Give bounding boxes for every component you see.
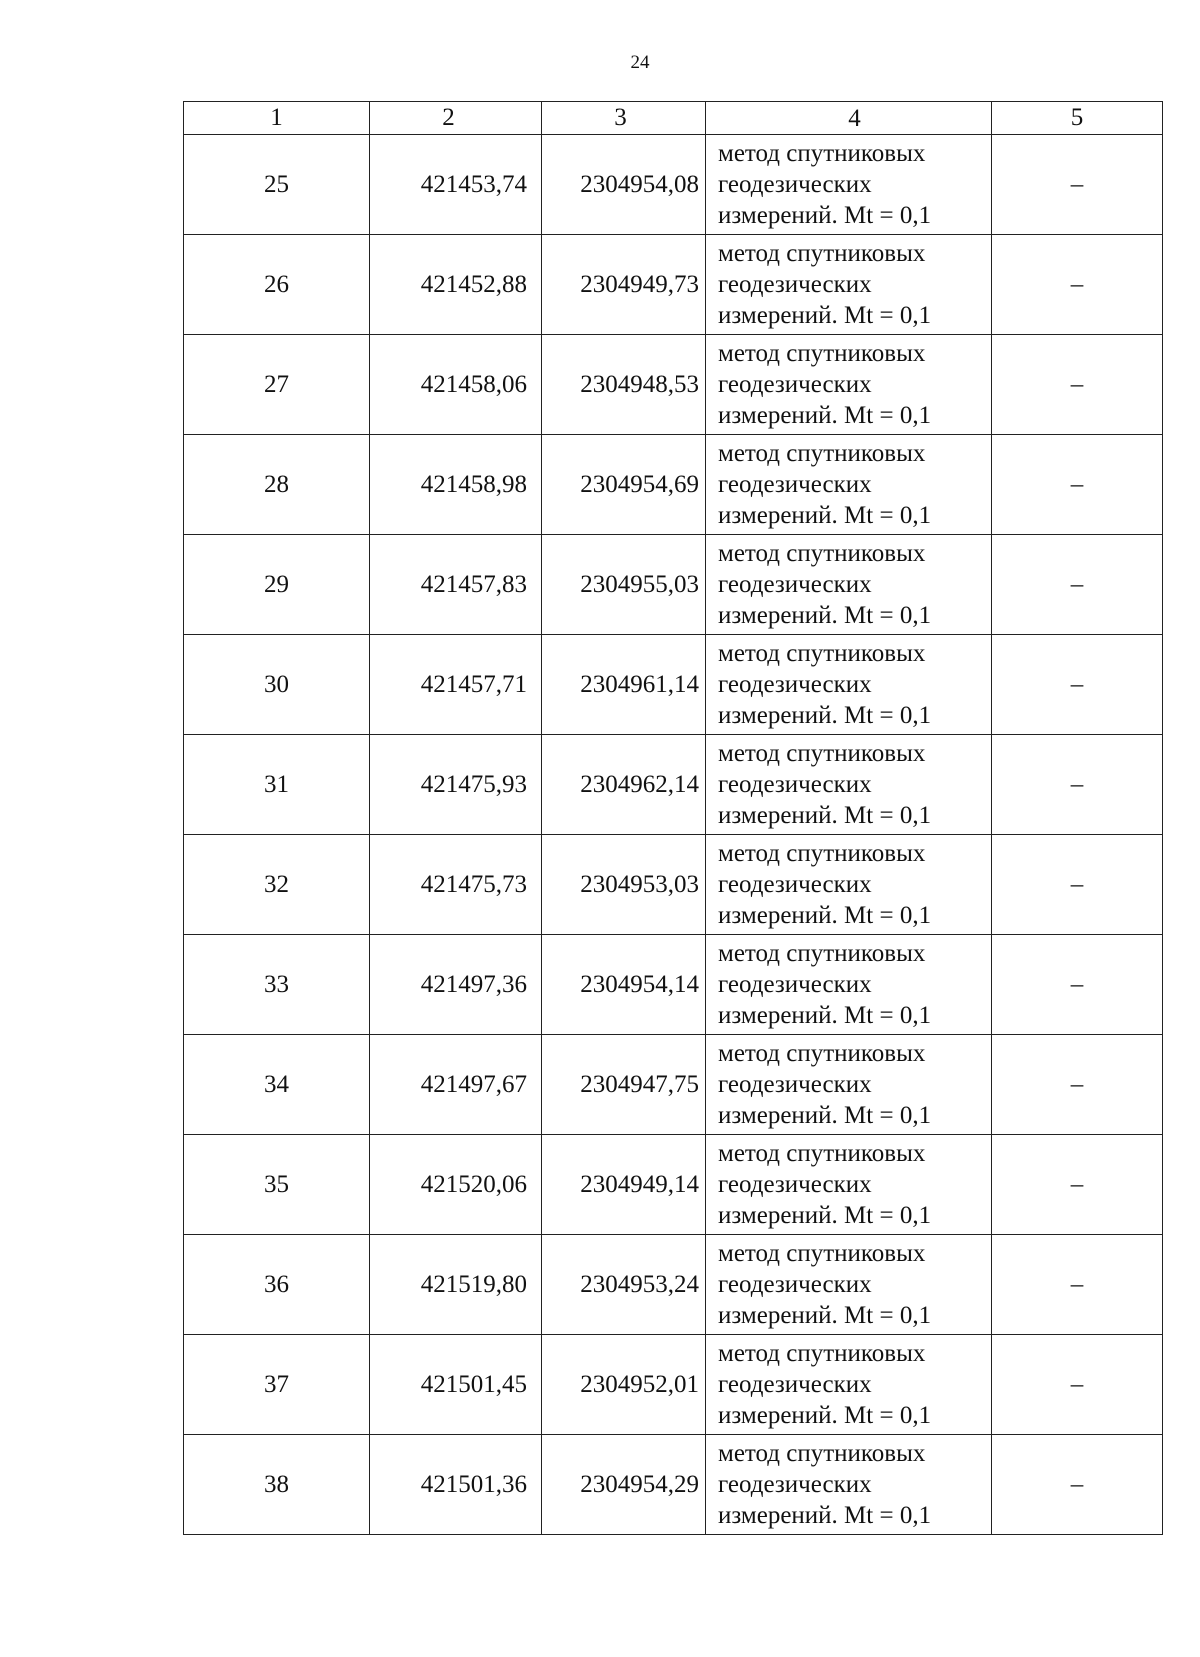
y-coordinate-cell: 2304954,08 <box>542 135 706 235</box>
page-number: 24 <box>630 52 650 73</box>
y-coordinate-cell: 2304953,03 <box>542 835 706 935</box>
note-cell: – <box>992 835 1163 935</box>
table-body <box>184 135 1163 1535</box>
x-coordinate-cell: 421519,80 <box>370 1235 542 1335</box>
method-text-line: геодезических <box>718 671 872 698</box>
x-coordinate-cell: 421458,98 <box>370 435 542 535</box>
note-cell: – <box>992 735 1163 835</box>
note-cell: – <box>992 335 1163 435</box>
method-text-line: метод спутниковых <box>718 440 926 467</box>
method-cell <box>706 535 992 635</box>
method-text-line: геодезических <box>718 871 872 898</box>
x-coordinate-cell: 421497,67 <box>370 1035 542 1135</box>
method-cell <box>706 1035 992 1135</box>
method-text-line: измерений. Mt = 0,1 <box>718 1102 932 1129</box>
note-cell: – <box>992 1135 1163 1235</box>
table-row <box>184 235 1163 335</box>
point-number-cell: 27 <box>184 335 370 435</box>
method-cell <box>706 835 992 935</box>
point-number-cell: 30 <box>184 635 370 735</box>
method-text-line: геодезических <box>718 271 872 298</box>
y-coordinate-cell: 2304962,14 <box>542 735 706 835</box>
x-coordinate-cell: 421501,36 <box>370 1435 542 1535</box>
method-text-line: геодезических <box>718 571 872 598</box>
y-coordinate-cell: 2304954,29 <box>542 1435 706 1535</box>
coordinates-table <box>183 101 1163 1535</box>
column-header-2: 2 <box>370 102 542 135</box>
note-cell: – <box>992 1235 1163 1335</box>
method-text-line: метод спутниковых <box>718 340 926 367</box>
method-text-line: геодезических <box>718 1371 872 1398</box>
x-coordinate-cell: 421457,71 <box>370 635 542 735</box>
method-text-line: измерений. Mt = 0,1 <box>718 602 932 629</box>
method-text-line: измерений. Mt = 0,1 <box>718 1002 932 1029</box>
note-cell: – <box>992 435 1163 535</box>
point-number-cell: 38 <box>184 1435 370 1535</box>
note-cell: – <box>992 1035 1163 1135</box>
x-coordinate-cell: 421497,36 <box>370 935 542 1035</box>
method-text-line: геодезических <box>718 1471 872 1498</box>
point-number-cell: 31 <box>184 735 370 835</box>
method-text-line: измерений. Mt = 0,1 <box>718 302 932 329</box>
method-cell <box>706 335 992 435</box>
y-coordinate-cell: 2304949,14 <box>542 1135 706 1235</box>
y-coordinate-cell: 2304954,69 <box>542 435 706 535</box>
method-cell <box>706 935 992 1035</box>
point-number-cell: 25 <box>184 135 370 235</box>
x-coordinate-cell: 421520,06 <box>370 1135 542 1235</box>
y-coordinate-cell: 2304954,14 <box>542 935 706 1035</box>
point-number-cell: 35 <box>184 1135 370 1235</box>
table-row <box>184 1235 1163 1335</box>
x-coordinate-cell: 421475,73 <box>370 835 542 935</box>
method-cell <box>706 735 992 835</box>
point-number-cell: 34 <box>184 1035 370 1135</box>
method-text-line: метод спутниковых <box>718 640 926 667</box>
x-coordinate-cell: 421453,74 <box>370 135 542 235</box>
method-text-line: метод спутниковых <box>718 940 926 967</box>
method-text-line: геодезических <box>718 471 872 498</box>
x-coordinate-cell: 421452,88 <box>370 235 542 335</box>
method-cell <box>706 635 992 735</box>
method-text-line: измерений. Mt = 0,1 <box>718 202 932 229</box>
method-text-line: геодезических <box>718 771 872 798</box>
method-text-line: измерений. Mt = 0,1 <box>718 1302 932 1329</box>
method-text-line: геодезических <box>718 1071 872 1098</box>
point-number-cell: 36 <box>184 1235 370 1335</box>
column-header-3: 3 <box>542 102 706 135</box>
table-row <box>184 1135 1163 1235</box>
method-cell <box>706 1435 992 1535</box>
table-row <box>184 435 1163 535</box>
point-number-cell: 33 <box>184 935 370 1035</box>
method-text-line: метод спутниковых <box>718 840 926 867</box>
x-coordinate-cell: 421501,45 <box>370 1335 542 1435</box>
note-cell: – <box>992 935 1163 1035</box>
x-coordinate-cell: 421475,93 <box>370 735 542 835</box>
column-header-5: 5 <box>992 102 1163 135</box>
y-coordinate-cell: 2304961,14 <box>542 635 706 735</box>
method-text-line: метод спутниковых <box>718 540 926 567</box>
method-cell <box>706 135 992 235</box>
x-coordinate-cell: 421457,83 <box>370 535 542 635</box>
method-text-line: измерений. Mt = 0,1 <box>718 902 932 929</box>
method-text-line: измерений. Mt = 0,1 <box>718 1202 932 1229</box>
column-header-1: 1 <box>184 102 370 135</box>
note-cell: – <box>992 235 1163 335</box>
method-text-line: измерений. Mt = 0,1 <box>718 1502 932 1529</box>
method-text-line: метод спутниковых <box>718 1240 926 1267</box>
table-row <box>184 335 1163 435</box>
method-text-line: метод спутниковых <box>718 740 926 767</box>
y-coordinate-cell: 2304953,24 <box>542 1235 706 1335</box>
table-row <box>184 635 1163 735</box>
x-coordinate-cell: 421458,06 <box>370 335 542 435</box>
table-row <box>184 935 1163 1035</box>
note-cell: – <box>992 1335 1163 1435</box>
table-row <box>184 1035 1163 1135</box>
method-text-line: измерений. Mt = 0,1 <box>718 502 932 529</box>
method-text-line: геодезических <box>718 371 872 398</box>
table-row <box>184 835 1163 935</box>
method-cell <box>706 435 992 535</box>
y-coordinate-cell: 2304948,53 <box>542 335 706 435</box>
method-cell <box>706 235 992 335</box>
method-cell <box>706 1235 992 1335</box>
method-text-line: измерений. Mt = 0,1 <box>718 702 932 729</box>
point-number-cell: 29 <box>184 535 370 635</box>
note-cell: – <box>992 635 1163 735</box>
method-text-line: метод спутниковых <box>718 1140 926 1167</box>
method-text-line: геодезических <box>718 1171 872 1198</box>
method-cell <box>706 1135 992 1235</box>
method-text-line: метод спутниковых <box>718 1040 926 1067</box>
table-row <box>184 1335 1163 1435</box>
method-text-line: измерений. Mt = 0,1 <box>718 402 932 429</box>
method-text-line: геодезических <box>718 971 872 998</box>
method-text-line: метод спутниковых <box>718 1340 926 1367</box>
point-number-cell: 32 <box>184 835 370 935</box>
table-row <box>184 1435 1163 1535</box>
method-cell <box>706 1335 992 1435</box>
method-text-line: геодезических <box>718 1271 872 1298</box>
method-text-line: измерений. Mt = 0,1 <box>718 802 932 829</box>
table-row <box>184 735 1163 835</box>
point-number-cell: 37 <box>184 1335 370 1435</box>
note-cell: – <box>992 535 1163 635</box>
method-text-line: измерений. Mt = 0,1 <box>718 1402 932 1429</box>
y-coordinate-cell: 2304947,75 <box>542 1035 706 1135</box>
y-coordinate-cell: 2304949,73 <box>542 235 706 335</box>
y-coordinate-cell: 2304955,03 <box>542 535 706 635</box>
column-header-4: 4 <box>706 102 992 135</box>
method-text-line: метод спутниковых <box>718 1440 926 1467</box>
point-number-cell: 28 <box>184 435 370 535</box>
table-row <box>184 535 1163 635</box>
header-row <box>184 102 1163 135</box>
method-text-line: метод спутниковых <box>718 240 926 267</box>
note-cell: – <box>992 135 1163 235</box>
table-row <box>184 135 1163 235</box>
note-cell: – <box>992 1435 1163 1535</box>
method-text-line: метод спутниковых <box>718 140 926 167</box>
point-number-cell: 26 <box>184 235 370 335</box>
method-text-line: геодезических <box>718 171 872 198</box>
table-header <box>184 102 1163 135</box>
y-coordinate-cell: 2304952,01 <box>542 1335 706 1435</box>
